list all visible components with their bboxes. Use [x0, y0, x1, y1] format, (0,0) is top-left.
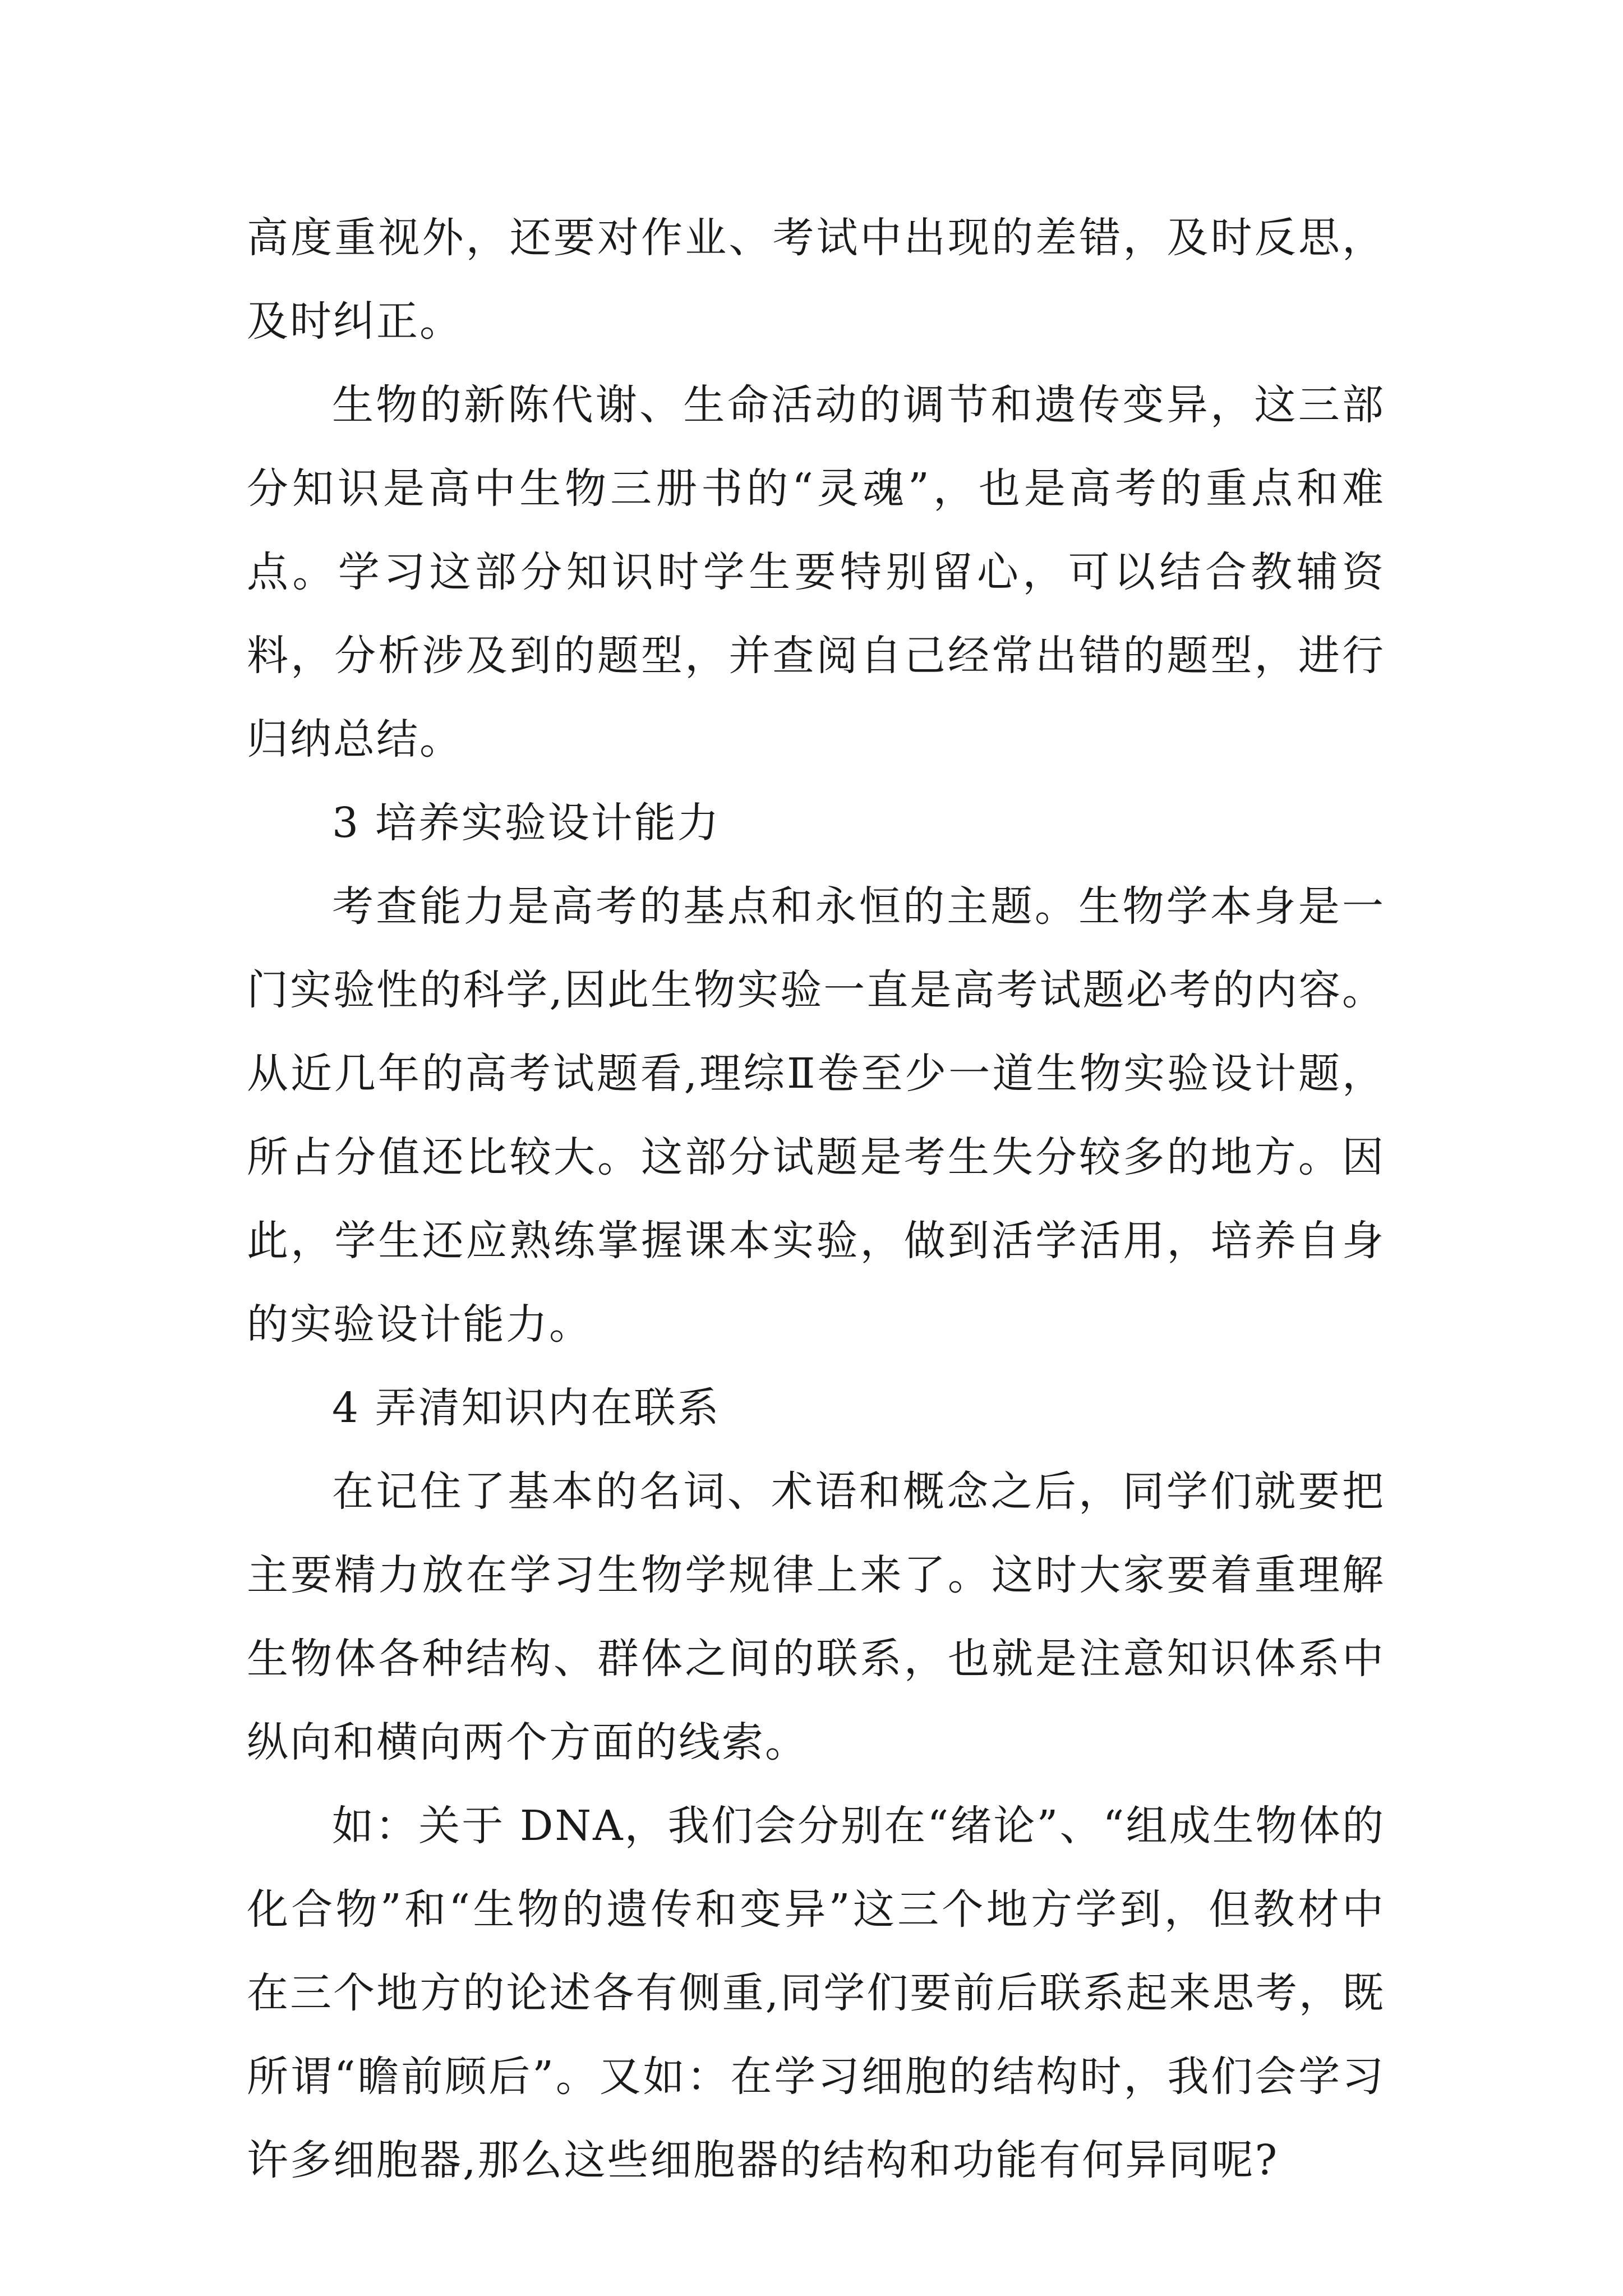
document-body	[247, 196, 1385, 2202]
paragraph-dna-example: 如：关于 DNA，我们会分别在“绪论”、“组成生物体的化合物”和“生物的遗传和变异”这三个地方学到，但教材中在三个地方的论述各有侧重,同学们要前后联系起来思考，既所谓“瞻前顾后”。又如：在学习细胞的结构时，我们会学习许多细胞器,那么这些细胞器的结构和功能有何异同呢?	[247, 1802, 1385, 2184]
paragraph-experiment-design: 考查能力是高考的基点和永恒的主题。生物学本身是一门实验性的科学,因此生物实验一直是高考试题必考的内容。从近几年的高考试题看,理综Ⅱ卷至少一道生物实验设计题，所占分值还比较大。这部分试题是考生失分较多的地方。因此，学生还应熟练掌握课本实验，做到活学活用，培养自身的实验设计能力。	[247, 882, 1385, 1349]
paragraph-knowledge-links: 在记住了基本的名词、术语和概念之后，同学们就要把主要精力放在学习生物学规律上来了。这时大家要着重理解生物体各种结构、群体之间的联系，也就是注意知识体系中纵向和横向两个方面的线索。	[247, 1467, 1385, 1766]
paragraph-continuation: 高度重视外，还要对作业、考试中出现的差错，及时反思，及时纠正。	[247, 214, 1385, 346]
section-heading-3: 3 培养实验设计能力	[332, 799, 721, 847]
paragraph-key-knowledge: 生物的新陈代谢、生命活动的调节和遗传变异，这三部分知识是高中生物三册书的“灵魂”，也是高考的重点和难点。学习这部分知识时学生要特别留心，可以结合教辅资料，分析涉及到的题型，并查阅自己经常出错的题型，进行归纳总结。	[247, 381, 1385, 763]
section-heading-4: 4 弄清知识内在联系	[332, 1384, 721, 1432]
